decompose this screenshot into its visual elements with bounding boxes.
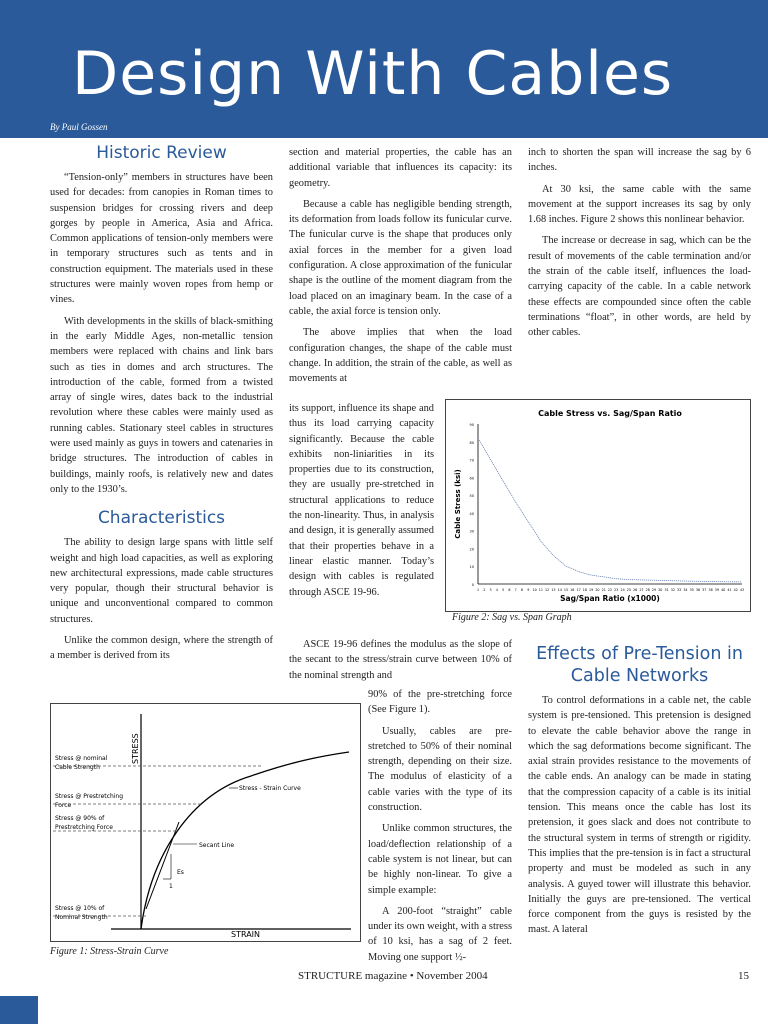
corner-block [0, 996, 38, 1024]
x-tick-label: 11 [538, 588, 543, 592]
paragraph: Because a cable has negligible bending strength, its deformation from loads follow its funicular curve. The funicular curve is the shape that produces only axial forces in the member for a given load configuration. A close approximation of the funicular shape is the outline of the moment diagram from the load placed on an imaginary beam. In the case of a cable, the axial force is tension only. [289, 198, 512, 317]
y-tick-label: 40 [469, 511, 474, 516]
x-tick-label: 18 [582, 588, 587, 592]
x-tick-label: 17 [576, 588, 581, 592]
x-tick-label: 16 [570, 588, 575, 592]
x-tick-label: 28 [645, 588, 650, 592]
label-prestretch: Stress @ Prestretching [55, 793, 124, 800]
paragraph: With developments in the skills of black-smithing in the early Middle Ages, non-metallic tension members were replaced with chains and link bars such as ties in domes and arch structures. The introduction of the cable, formed from a twisted array of single wires, dates back to the industrial revolution where these cables were mainly used as running cables. Stationary steel cables in structures were used mainly as guys in towers and catenaries in bridge structures. The introduction of cables in buildings, mainly roofs, is relatively new and dates only to the 1930’s. [50, 315, 273, 495]
page-number: 15 [738, 970, 749, 982]
heading-pretension: Effects of Pre-Tension in Cable Networks [536, 644, 743, 686]
paragraph: “Tension-only” members in structures have been used for decades: from canopies in Roman times to suspension bridges for crossing rivers and deep gorges by people in America, Asia and Africa. Common applications of tension-only members were in temporary structures such as tents and in construction equipment. The materials used in these structures were mainly woven ropes from hemp or vines. [50, 172, 273, 306]
paragraph: A 200-foot “straight” cable under its own weight, with a stress of 10 ksi, has a sag of 2 feet. Moving one support ½- [368, 905, 513, 963]
x-tick-label: 26 [633, 588, 638, 592]
column-3-bottom [528, 643, 751, 944]
x-tick-label: 5 [502, 588, 505, 592]
paragraph: The increase or decrease in sag, which can be the result of movements of the cable termination and/or the strain of the cable itself, influences the load-carrying capacity of the cable. In a cable network these effects are compounded since often the cable terminations “float”, in other words, are held by other cables. [528, 235, 751, 339]
x-tick-label: 13 [551, 588, 556, 592]
series-line [478, 438, 742, 582]
paragraph: Usually, cables are pre-stretched to 50% of their nominal strength, depending on their size. The modulus of elasticity of a cable varies with the type of its construction. [368, 725, 512, 814]
x-tick-label: 32 [670, 588, 675, 592]
x-axis-label: Sag/Span Ratio (x1000) [560, 594, 660, 603]
paragraph: Unlike the common design, where the strength of a member is derived from its [50, 635, 273, 662]
heading-historic-review: Historic Review [96, 143, 227, 163]
x-tick-label: 3 [489, 588, 492, 592]
x-tick-label: 4 [495, 588, 498, 592]
paragraph: The above implies that when the load configuration changes, the shape of the cable must change. In addition, the strain of the cable, as well as movements at [289, 327, 512, 385]
label-prestretch-2: Force [55, 802, 72, 809]
x-tick-label: 21 [601, 588, 606, 592]
y-tick-label: 90 [469, 423, 474, 427]
y-tick-label: 60 [469, 476, 474, 481]
paragraph: The ability to design large spans with little self weight and high load capacities, as well as exploring new architectural expressions, made cable structures very popular, though their structural behavior is unique and unconventional compared to common structures. [50, 537, 273, 625]
y-tick-label: 80 [469, 440, 474, 445]
y-tick-label: 10 [469, 565, 474, 570]
label-one: 1 [169, 883, 173, 890]
column-2-lower [289, 637, 512, 689]
x-tick-label: 6 [508, 588, 511, 592]
paragraph: To control deformations in a cable net, the cable system is pre-tensioned. This pretension is designed to elevate the cable behavior above the range in which the sag deformations become significant. The axial strain provides resistance to the movements of the cable ends. An analogy can be made in stating that the compression capacity of a cable is its initial tension. This means once the cable has lost its pretension, it goes slack and does not contribute to the structural system in terms of strength or rigidity. This implies that the pre-tension is in fact a structural property and must be modeled as such in any analysis. A guyed tower will illustrate this behavior. Initially the guys are pre-tensioned. The vertical force component from the guys is resisted by the mast. A lateral [528, 695, 751, 936]
figure-1-caption: Figure 1: Stress-Strain Curve [50, 946, 169, 957]
y-tick-label: 20 [469, 547, 474, 552]
paragraph: ASCE 19-96 defines the modulus as the slope of the secant to the stress/strain curve between 10% of the nominal strength and [289, 639, 512, 681]
figure-2-caption: Figure 2: Sag vs. Span Graph [452, 612, 572, 623]
x-tick-label: 37 [702, 588, 707, 592]
footer-magazine: STRUCTURE magazine • November 2004 [298, 970, 488, 982]
x-tick-label: 7 [514, 588, 517, 592]
label-ninety-2: Prestretching Force [55, 824, 113, 831]
x-tick-label: 25 [626, 588, 631, 592]
x-tick-label: 42 [733, 588, 738, 592]
stress-axis-label: STRESS [131, 733, 140, 764]
x-tick-label: 40 [721, 588, 726, 592]
y-axis-label: Cable Stress (ksi) [454, 469, 462, 539]
x-tick-label: 31 [664, 588, 669, 592]
label-nominal-2: Cable Strength [55, 764, 100, 771]
label-es: Es [177, 869, 184, 876]
x-tick-label: 41 [727, 588, 732, 592]
label-ten: Stress @ 10% of [55, 905, 105, 912]
x-tick-label: 29 [651, 588, 657, 592]
column-3-top [528, 145, 751, 347]
x-tick-label: 8 [520, 588, 524, 592]
label-nominal: Stress @ nominal [55, 755, 108, 762]
label-ninety: Stress @ 90% of [55, 815, 105, 822]
column-1 [50, 142, 273, 670]
x-tick-label: 38 [708, 588, 713, 592]
x-tick-label: 33 [677, 588, 682, 592]
paragraph: At 30 ksi, the same cable with the same movement at the support increases its sag by only 1.68 inches. Figure 2 shows this nonlinear behavior. [528, 183, 751, 226]
heading-characteristics: Characteristics [97, 508, 226, 529]
figure-2-chart [445, 399, 751, 612]
x-tick-label: 14 [557, 588, 562, 592]
sag-span-chart [446, 400, 750, 611]
y-tick-label: 50 [469, 494, 474, 499]
x-tick-label: 35 [689, 588, 694, 592]
label-secant: Secant Line [199, 842, 235, 849]
x-tick-label: 34 [683, 588, 688, 592]
x-tick-label: 36 [695, 588, 701, 592]
page-title: Design With Cables [72, 39, 674, 109]
x-tick-label: 9 [527, 588, 530, 592]
x-tick-label: 1 [476, 588, 480, 592]
paragraph: Unlike common structures, the load/deflection relationship of a cable system is not linear, but can be highly non-linear. To give a simple example: [368, 823, 512, 896]
chart-title: Cable Stress vs. Sag/Span Ratio [538, 409, 682, 418]
strain-axis-label: STRAIN [231, 930, 261, 939]
x-tick-label: 10 [532, 588, 537, 592]
y-tick-label: 30 [469, 529, 474, 534]
x-tick-label: 2 [483, 588, 486, 592]
x-tick-label: 20 [595, 588, 600, 592]
y-tick-label: 70 [469, 458, 474, 463]
paragraph: 90% of the pre-stretching force (See Figure 1). [368, 689, 512, 716]
y-tick-label: 0 [471, 583, 474, 587]
label-curve: Stress - Strain Curve [239, 785, 301, 792]
column-2-top [289, 145, 512, 392]
x-tick-label: 23 [614, 588, 619, 592]
x-tick-label: 27 [639, 588, 644, 592]
figure-1-diagram [50, 703, 361, 942]
paragraph: inch to shorten the span will increase the sag by 6 inches. [528, 147, 751, 174]
x-tick-label: 30 [658, 588, 663, 592]
label-ten-2: Nominal Strength [55, 914, 108, 921]
stress-strain-diagram [51, 704, 360, 941]
paragraph: its support, influence its shape and thus its load carrying capacity significantly. Because the cable exhibits non-liniarities in its properties due to its construction, they are usually pre-stretched in structural applications to reduce the non-linearity. Thus, in analysis and design, it is generally assumed that their properties behave in a linear elastic manner. Today’s design with cables is regulated through ASCE 19-96. [289, 403, 434, 598]
x-tick-label: 19 [589, 588, 594, 592]
byline: By Paul Gossen [50, 122, 108, 132]
x-tick-label: 12 [545, 588, 550, 592]
x-tick-label: 39 [714, 588, 719, 592]
x-tick-label: 24 [620, 588, 625, 592]
secant-line [146, 822, 179, 909]
paragraph: section and material properties, the cable has an additional variable that influences its capacity: its geometry. [289, 147, 512, 189]
column-2-mid [289, 401, 434, 606]
column-2-bottom [368, 687, 512, 971]
x-tick-label: 15 [563, 588, 569, 592]
x-tick-label: 22 [607, 588, 613, 592]
x-tick-label: 43 [739, 588, 745, 592]
